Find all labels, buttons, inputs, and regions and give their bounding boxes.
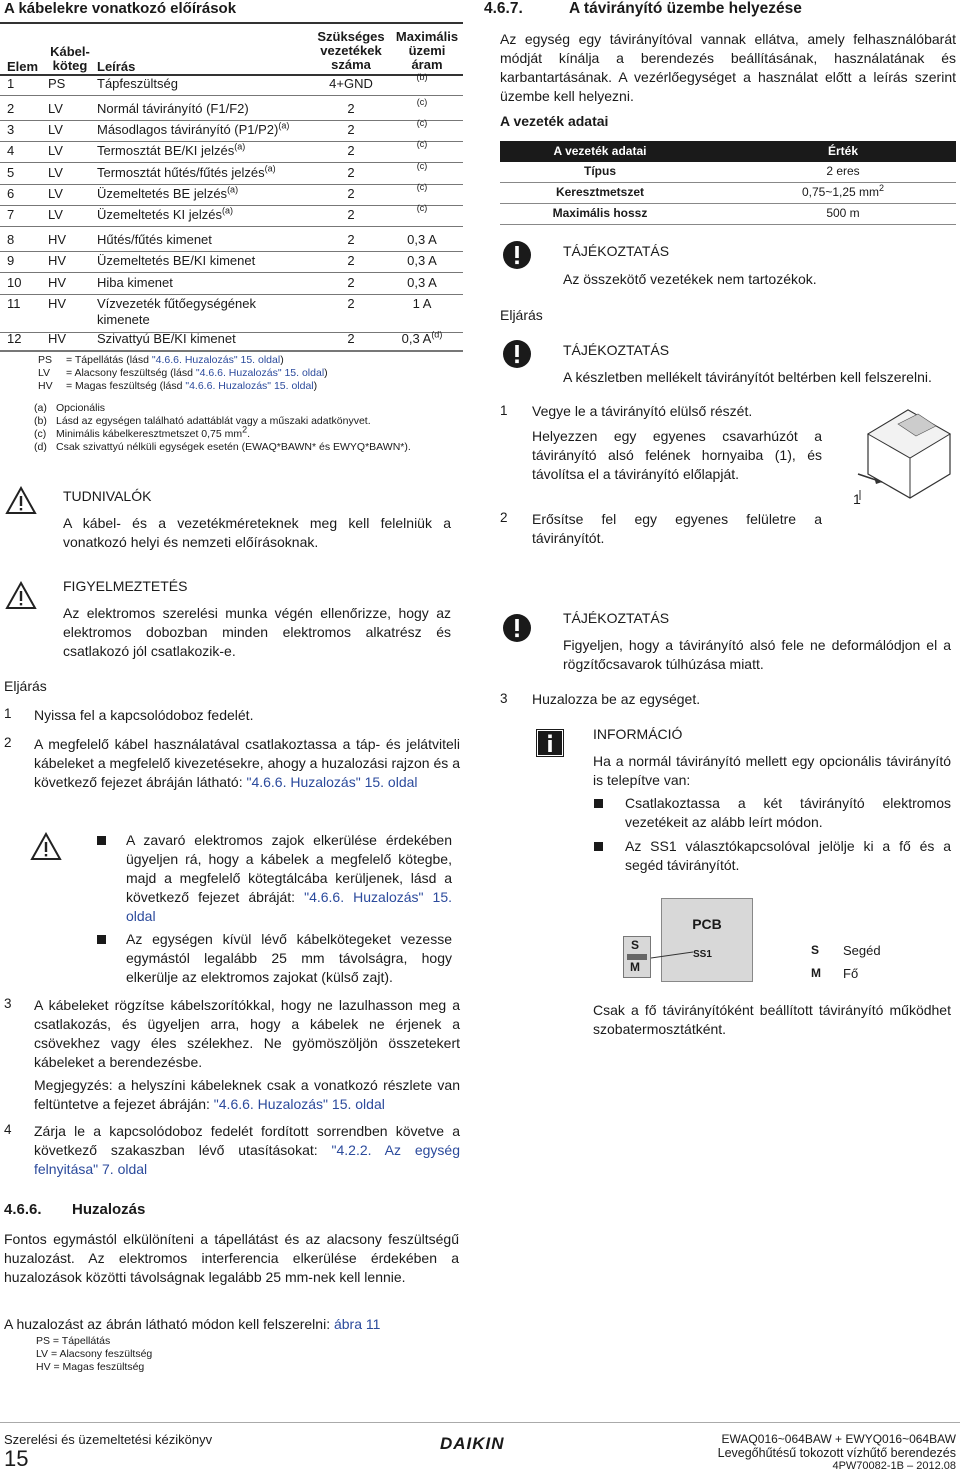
final-text: Csak a fő távirányítóként beállított távirányító működhet szobatermosztátként. bbox=[593, 1002, 951, 1037]
footer-code: 4PW70082-1B – 2012.08 bbox=[832, 1460, 956, 1472]
row-szam: 2 bbox=[347, 122, 355, 137]
pointer-line bbox=[651, 946, 695, 962]
row-szam: 2 bbox=[347, 207, 355, 222]
r-step1: Vegye le a távirányító elülső részét. bbox=[532, 403, 753, 419]
wire-row-key: Keresztmetszet bbox=[555, 185, 645, 199]
row-koteg: LV bbox=[48, 207, 63, 222]
row-aram: (c) bbox=[416, 118, 428, 128]
step-number: 4 bbox=[4, 1122, 12, 1137]
row-divider bbox=[0, 272, 463, 273]
pcb-figure bbox=[595, 898, 755, 984]
r-step2: Erősítse fel egy egyenes felületre a távirányítót. bbox=[532, 511, 822, 546]
row-szam: 4+GND bbox=[329, 76, 373, 91]
row-koteg: LV bbox=[48, 122, 63, 137]
legend-row: HV = Magas feszültség (lásd "4.6.6. Huzalozás" 15. oldal) bbox=[38, 380, 318, 392]
row-aram: (b) bbox=[416, 72, 428, 82]
section-title: A kábelekre vonatkozó előírások bbox=[4, 0, 237, 17]
eljaras-label: Eljárás bbox=[4, 678, 47, 694]
th-elem: Elem bbox=[7, 59, 39, 74]
row-divider bbox=[0, 226, 463, 227]
row-elem: 8 bbox=[7, 232, 15, 247]
wire-row-key: Maximális hossz bbox=[552, 206, 648, 220]
legend-m: M bbox=[811, 966, 821, 980]
pcb-label: PCB bbox=[692, 916, 722, 932]
exclamation-icon bbox=[502, 240, 532, 270]
note-row: (c) Minimális kábelkeresztmetszet 0,75 $mm^2$. bbox=[34, 424, 251, 440]
step-number: 3 bbox=[4, 996, 12, 1011]
legend-seged: Segéd bbox=[843, 943, 881, 958]
row-koteg: LV bbox=[48, 101, 63, 116]
step-number: 2 bbox=[4, 735, 12, 750]
row-elem: 12 bbox=[7, 331, 22, 346]
figyelmeztetes-title: FIGYELMEZTETÉS bbox=[63, 578, 188, 594]
row-leiras: Termosztát hűtés/fűtés jelzés$^{(a)}$ bbox=[97, 163, 276, 180]
row-szam: 2 bbox=[347, 296, 355, 311]
r-step1b: Helyezzen egy egyenes csavarhúzót a távirányító alsó felének hornyaiba (1), és távolítsa el a távirányító előlapját. bbox=[532, 428, 822, 482]
row-leiras: Termosztát BE/KI jelzés$^{(a)}$ bbox=[97, 141, 246, 158]
bullet-icon bbox=[594, 799, 603, 808]
row-elem: 11 bbox=[7, 296, 21, 311]
wire-row-value: 500 m bbox=[826, 206, 860, 220]
wire-row-value: 0,75~1,25 $mm^2$ bbox=[801, 183, 885, 199]
section-number: 4.6.7. bbox=[484, 0, 523, 17]
table-legend bbox=[38, 354, 328, 393]
footer-manual: Szerelési és üzemeltetési kézikönyv bbox=[4, 1432, 213, 1447]
note-row: (b) Lásd az egységen található adattáblát vagy a műszaki adatkönyvet. bbox=[34, 415, 371, 427]
legend-row: LV = Alacsony feszültség (lásd "4.6.6. Huzalozás" 15. oldal) bbox=[38, 367, 328, 379]
warning-triangle-icon bbox=[5, 486, 37, 516]
row-divider bbox=[0, 350, 463, 352]
huzalozas-text: Fontos egymástól elkülöníteni a tápellátást és az alacsony feszültségű huzalozást. Az elektromos interferencia elkerülése érdekében a huzalozások közötti távolságnak legalább 25 mm-nek kell lennie. bbox=[4, 1231, 459, 1285]
row-leiras: Másodlagos távirányító $(P1/P2)^{(a)}$ bbox=[97, 120, 290, 137]
section-title-remote: A távirányító üzembe helyezése bbox=[569, 0, 802, 17]
row-aram: (c) bbox=[416, 182, 428, 192]
row-szam: 2 bbox=[347, 232, 355, 247]
wire-row-divider bbox=[500, 203, 956, 204]
wire-row-divider bbox=[500, 224, 956, 225]
row-aram: 0,3 A bbox=[407, 253, 437, 268]
page-number: 15 bbox=[4, 1446, 29, 1471]
row-koteg: LV bbox=[48, 143, 63, 158]
daikin-logo: DAIKIN bbox=[440, 1434, 505, 1453]
row-aram: (c) bbox=[416, 203, 428, 213]
row-szam: 2 bbox=[347, 275, 355, 290]
abbreviations: PS = Tápellátás LV = Alacsony feszültség HV = Magas feszültség bbox=[36, 1335, 153, 1373]
step4-link[interactable]: "4.2.2. Az egység felnyitása" 7. oldal bbox=[34, 1142, 460, 1177]
footer-model: EWAQ016~064BAW + EWYQ016~064BAW bbox=[721, 1432, 956, 1446]
warning-triangle-icon bbox=[5, 581, 37, 611]
bullet2-text: Az egységen kívül lévő kábelkötegeket vezesse egymástól legalább 25 mm távolságra, hogy elkerülje az elektromos zajokat (külső zajt). bbox=[126, 931, 452, 985]
legend-row: PS = Tápellátás (lásd "4.6.6. Huzalozás" 15. oldal) bbox=[38, 354, 284, 366]
row-szam: 2 bbox=[347, 253, 355, 268]
step-number: 3 bbox=[500, 691, 508, 706]
row-leiras: Tápfeszültség bbox=[97, 76, 178, 91]
huzalozas-number: 4.6.6. bbox=[4, 1201, 42, 1218]
bullet1-link[interactable]: "4.6.6. Huzalozás" 15. oldal bbox=[126, 889, 452, 924]
row-elem: 4 bbox=[7, 143, 15, 158]
row-leiras: Üzemeltetés BE jelzés$^{(a)}$ bbox=[97, 184, 239, 201]
megjegyzes-text: Megjegyzés: a helyszíni kábeleknek csak a vonatkozó részlete van feltüntetve a fejezet ábráján: "4.6.6. Huzalozás" 15. oldal bbox=[34, 1077, 460, 1112]
row-leiras: Üzemeltetés BE/KI kimenet bbox=[97, 253, 256, 268]
figure-callout-1: 1 bbox=[853, 491, 861, 507]
legend-fo: Fő bbox=[843, 966, 859, 981]
step2-link[interactable]: "4.6.6. Huzalozás" 15. oldal bbox=[246, 774, 418, 790]
row-koteg: HV bbox=[48, 232, 67, 247]
step4-text: Zárja le a kapcsolódoboz fedelét fordított sorrendben követve a következő szakaszban lévő utasításokat: "4.2.2. Az egység felnyitása" 7. oldal bbox=[34, 1123, 460, 1177]
intro-text: Az egység egy távirányítóval vannak ellátva, amely felhasználóbarát módját kínálja a berendezés beállításának, használatának és karbantartásának. A vezérlőegységet a használat előtt a leírás szerint üzembe kell helyezni. bbox=[500, 31, 956, 104]
row-aram: 0,3 A bbox=[407, 275, 437, 290]
step3-text: A kábeleket rögzítse kábelszorítókkal, hogy ne lazulhasson meg a csatlakozás, és ügyeljen arra, hogy a kábelek ne érjenek a csövekhez vagy éles szélekhez. Ne gyömöszöljön összetekert kábeleket a berendezésbe. bbox=[34, 997, 460, 1070]
note-row: (a) Opcionális bbox=[34, 402, 106, 414]
row-elem: 10 bbox=[7, 275, 22, 290]
step-number: 2 bbox=[500, 510, 508, 525]
th-koteg: Kábel- köteg bbox=[50, 44, 90, 73]
ss1-label: SS1 bbox=[693, 949, 712, 960]
exclamation-icon bbox=[502, 339, 532, 369]
info2-text: A készletben mellékelt távirányítót beltérben kell felszerelni. bbox=[563, 369, 932, 385]
row-elem: 3 bbox=[7, 122, 15, 137]
footer-product: Levegőhűtésű tokozott vízhűtő berendezés bbox=[717, 1446, 956, 1460]
info-bullet2: Az SS1 választókapcsolóval jelölje ki a fő és a segéd távirányítót. bbox=[625, 838, 951, 873]
bullet-icon bbox=[97, 935, 106, 944]
row-leiras: Normál távirányító (F1/F2) bbox=[97, 101, 249, 116]
row-koteg: PS bbox=[48, 76, 66, 91]
row-leiras: Hűtés/fűtés kimenet bbox=[97, 232, 212, 247]
huzalozas-text2: A huzalozást az ábrán látható módon kell felszerelni: ábra 11 bbox=[4, 1316, 381, 1332]
row-koteg: LV bbox=[48, 165, 63, 180]
bullet-icon bbox=[594, 842, 603, 851]
row-leiras: Üzemeltetés KI jelzés$^{(a)}$ bbox=[97, 205, 233, 222]
bullet1-text: A zavaró elektromos zajok elkerülése érdekében ügyeljen rá, hogy a kábelek a megfelelő kötegbe, majd a megfelelő kötegtálcába kerüljenek, lásd a következő fejezet ábráját: "4.6.6. Huzalozás" 15. oldal bbox=[126, 832, 452, 924]
r-step3: Huzalozza be az egységet. bbox=[532, 691, 701, 707]
info-icon bbox=[535, 728, 565, 758]
tudnivalok-text: A kábel- és a vezetékméreteknek meg kell felelniük a vonatkozó helyi és nemzeti előírásoknak. bbox=[63, 515, 451, 550]
row-aram: 1 A bbox=[412, 296, 432, 311]
step2-text: A megfelelő kábel használatával csatlakoztassa a táp- és jelátviteli kábeleket a megfelelő kivezetésekre, ahogy a huzalozási rajzon és a következő fejezet ábráján látható: "4.6.6. Huzalozás" 15. oldal bbox=[34, 736, 460, 790]
row-szam: 2 bbox=[347, 101, 355, 116]
th-leiras: Leírás bbox=[97, 59, 136, 74]
huzalozas-title: Huzalozás bbox=[72, 1201, 146, 1218]
wire-row-key: Típus bbox=[584, 164, 616, 178]
info1-title: TÁJÉKOZTATÁS bbox=[563, 243, 670, 259]
row-elem: 1 bbox=[7, 76, 15, 91]
vezetek-title: A vezeték adatai bbox=[500, 113, 609, 129]
step-number: 1 bbox=[4, 706, 12, 721]
th-szukseges: Szükséges vezetékek száma bbox=[317, 29, 385, 72]
informacio-text: Ha a normál távirányító mellett egy opcionális távirányító is telepítve van: bbox=[593, 753, 951, 788]
row-aram: (c) bbox=[416, 139, 428, 149]
info1-text: Az összekötő vezetékek nem tartozékok. bbox=[563, 271, 817, 287]
info3-title: TÁJÉKOZTATÁS bbox=[563, 610, 670, 626]
figyelmeztetes-text: Az elektromos szerelési munka végén ellenőrizze, hogy az elektromos dobozban minden elektromos alkatrész és csatlakozó jól csatlakozik-e. bbox=[63, 605, 451, 659]
row-elem: 7 bbox=[7, 207, 15, 222]
eljaras-label: Eljárás bbox=[500, 307, 543, 323]
informacio-title: INFORMÁCIÓ bbox=[593, 726, 683, 742]
row-aram: (c) bbox=[416, 161, 428, 171]
row-szam: 2 bbox=[347, 143, 355, 158]
wire-th1: A vezeték adatai bbox=[553, 144, 647, 158]
row-elem: 5 bbox=[7, 165, 15, 180]
row-leiras: Vízvezeték fűtőegységének kimenete bbox=[97, 296, 256, 327]
tudnivalok-title: TUDNIVALÓK bbox=[63, 488, 152, 504]
row-divider bbox=[0, 251, 463, 252]
switch-m-label: M bbox=[630, 960, 640, 974]
row-aram: 0,3 $A^{(d)}$ bbox=[401, 329, 443, 346]
step-number: 1 bbox=[500, 403, 508, 418]
note-row: (d) Csak szivattyú nélküli egységek esetén (EWAQ*BAWN* és EWYQ*BAWN*). bbox=[34, 441, 411, 453]
wire-row-divider bbox=[500, 182, 956, 183]
row-koteg: HV bbox=[48, 253, 67, 268]
exclamation-icon bbox=[502, 613, 532, 643]
megjegyzes-link[interactable]: "4.6.6. Huzalozás" 15. oldal bbox=[213, 1096, 385, 1112]
row-koteg: HV bbox=[48, 296, 67, 311]
row-leiras: Szivattyú BE/KI kimenet bbox=[97, 331, 236, 346]
row-koteg: HV bbox=[48, 331, 67, 346]
bullet-icon bbox=[97, 836, 106, 845]
warning-triangle-icon bbox=[30, 832, 62, 862]
row-elem: 6 bbox=[7, 186, 15, 201]
table-notes bbox=[34, 402, 411, 454]
row-elem: 9 bbox=[7, 253, 15, 268]
switch-s-label: S bbox=[631, 938, 640, 952]
info3-text: Figyeljen, hogy a távirányító alsó fele ne deformálódjon el a rögzítőcsavarok túlhúzása miatt. bbox=[563, 637, 951, 672]
wire-th2: Érték bbox=[827, 144, 859, 158]
wire-table bbox=[500, 141, 956, 225]
row-aram: 0,3 A bbox=[407, 232, 437, 247]
legend-s: S bbox=[811, 943, 820, 957]
row-elem: 2 bbox=[7, 101, 15, 116]
figure-link[interactable]: ábra 11 bbox=[333, 1316, 381, 1332]
th-max: Maximális üzemi áram bbox=[395, 29, 459, 72]
row-szam: 2 bbox=[347, 331, 355, 346]
row-koteg: LV bbox=[48, 186, 63, 201]
info2-title: TÁJÉKOZTATÁS bbox=[563, 342, 670, 358]
row-aram: (c) bbox=[416, 97, 428, 107]
step1-text: Nyissa fel a kapcsolódoboz fedelét. bbox=[34, 707, 254, 723]
row-leiras: Hiba kimenet bbox=[97, 275, 173, 290]
wire-row-value: 2 eres bbox=[826, 164, 860, 178]
info-bullet1: Csatlakoztassa a két távirányító elektromos vezetékeit az alább leírt módon. bbox=[625, 795, 951, 830]
row-divider bbox=[0, 294, 463, 295]
row-divider bbox=[0, 95, 463, 96]
row-szam: 2 bbox=[347, 165, 355, 180]
row-szam: 2 bbox=[347, 186, 355, 201]
row-koteg: HV bbox=[48, 275, 67, 290]
